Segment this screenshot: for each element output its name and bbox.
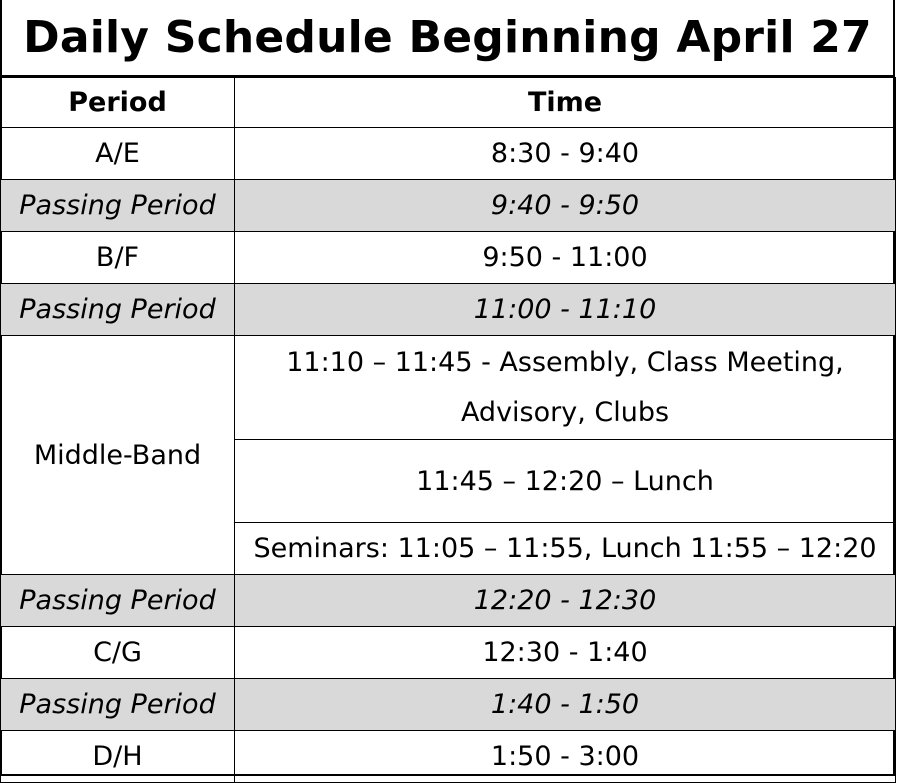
middle-band-activities-cell <box>235 336 896 440</box>
middle-band-period-cell: Middle-Band <box>1 336 235 575</box>
time-cell: 11:00 - 11:10 <box>235 284 896 336</box>
period-cell: Passing Period <box>1 180 235 232</box>
middle-band-line-1b: Advisory, Clubs <box>460 396 670 428</box>
table-row <box>1 731 896 783</box>
page-title: Daily Schedule Beginning April 27 <box>0 0 895 77</box>
time-cell: 9:50 - 11:00 <box>235 232 896 284</box>
column-header-period: Period <box>1 78 235 128</box>
table-row <box>1 627 896 679</box>
column-header-time: Time <box>235 78 896 128</box>
passing-period-row <box>1 575 896 627</box>
period-cell: A/E <box>1 128 235 180</box>
period-cell: Passing Period <box>1 284 235 336</box>
period-cell: B/F <box>1 232 235 284</box>
time-cell: 1:40 - 1:50 <box>235 679 896 731</box>
time-cell: 1:50 - 3:00 <box>235 731 896 783</box>
table-row <box>1 232 896 284</box>
schedule-table <box>0 77 896 783</box>
time-cell: 12:30 - 1:40 <box>235 627 896 679</box>
period-cell: Passing Period <box>1 679 235 731</box>
passing-period-row <box>1 679 896 731</box>
table-header-row <box>1 78 896 128</box>
time-cell: 8:30 - 9:40 <box>235 128 896 180</box>
middle-band-line-1a: 11:10 – 11:45 - Assembly, Class Meeting, <box>286 346 844 378</box>
time-cell: 12:20 - 12:30 <box>235 575 896 627</box>
period-cell: C/G <box>1 627 235 679</box>
time-cell: 9:40 - 9:50 <box>235 180 896 232</box>
table-row <box>1 128 896 180</box>
middle-band-row <box>1 336 896 440</box>
middle-band-lunch-cell: 11:45 – 12:20 – Lunch <box>235 440 896 523</box>
period-cell: Passing Period <box>1 575 235 627</box>
passing-period-row <box>1 180 896 232</box>
period-cell: D/H <box>1 731 235 783</box>
middle-band-seminars-cell: Seminars: 11:05 – 11:55, Lunch 11:55 – 12:20 <box>235 523 896 575</box>
passing-period-row <box>1 284 896 336</box>
